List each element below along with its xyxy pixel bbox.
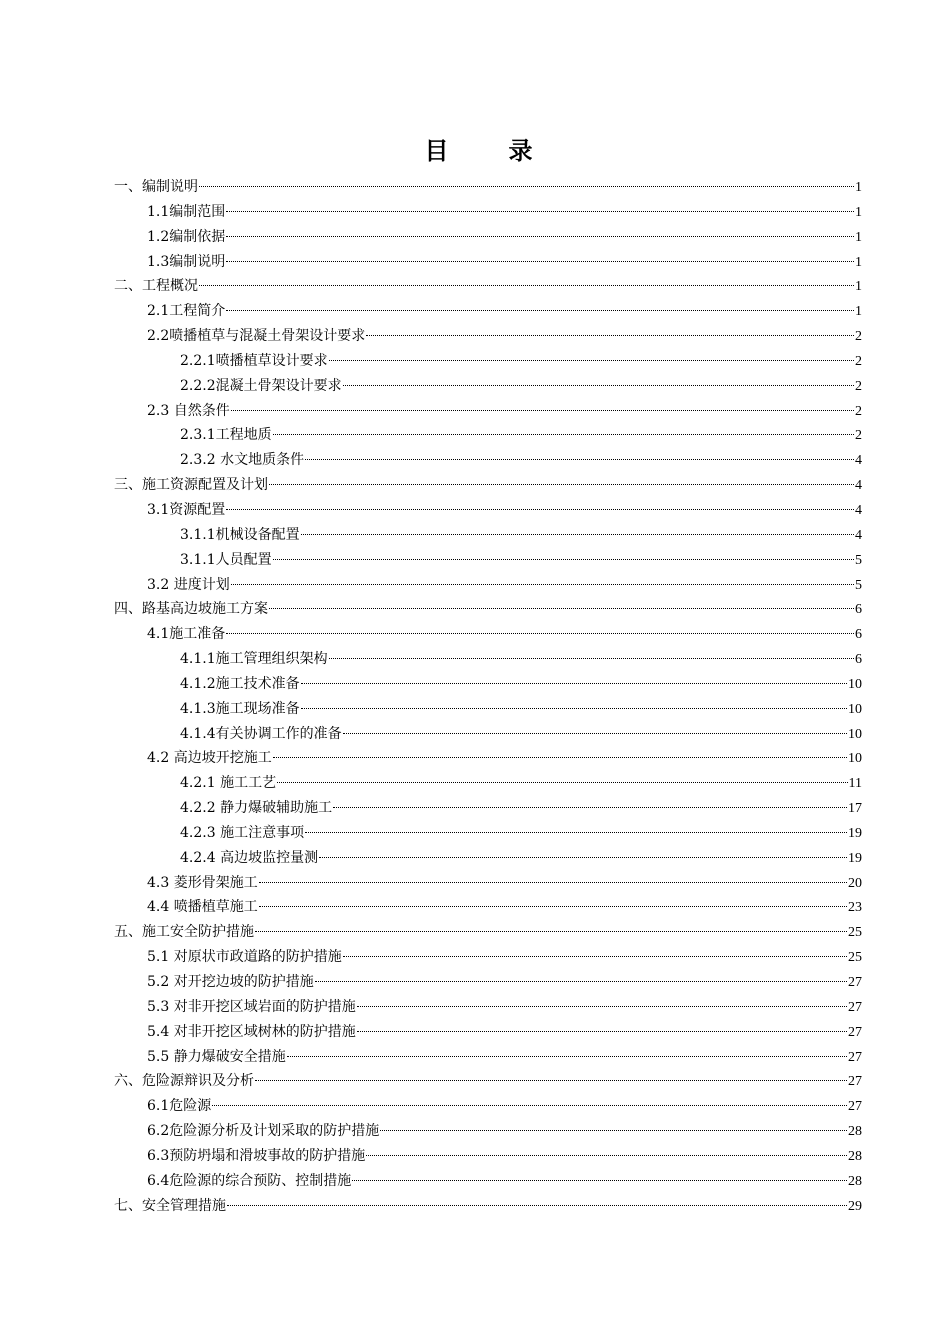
toc-page-number: 4 [855,453,862,469]
toc-page-number: 23 [848,900,862,916]
toc-entry[interactable] [114,821,862,846]
toc-entry[interactable] [114,1094,862,1119]
toc-entry[interactable] [114,1144,862,1169]
toc-dot-leader [259,882,847,883]
toc-dot-leader [343,956,847,957]
toc-page-number: 28 [848,1124,862,1140]
toc-entry[interactable] [114,746,862,771]
toc-dot-leader [226,261,854,262]
toc-entry-text: 2.3.1工程地质 [180,427,272,444]
toc-page-number: 10 [848,751,862,767]
toc-dot-leader [343,733,847,734]
toc-entry-text: 5.5 静力爆破安全措施 [147,1048,286,1065]
toc-page-number: 27 [848,999,862,1015]
toc-entry-text: 一、编制说明 [114,179,198,195]
toc-page-number: 20 [848,875,862,891]
toc-entry-text: 3.1.1人员配置 [180,551,272,568]
toc-entry[interactable] [114,225,862,250]
toc-entry[interactable] [114,324,862,349]
toc-entry-text: 5.1 对原状市政道路的防护措施 [147,949,342,966]
toc-entry[interactable] [114,1020,862,1045]
toc-list [114,175,862,1218]
toc-page-number: 5 [855,552,862,568]
toc-page-number: 1 [855,180,862,195]
toc-entry-text: 2.1工程简介 [147,303,226,320]
toc-entry-text: 1.1编制范围 [147,203,226,220]
toc-entry-text: 四、路基高边坡施工方案 [114,601,268,618]
toc-entry[interactable] [114,846,862,871]
toc-page-number: 2 [855,403,862,419]
toc-dot-leader [273,434,854,435]
toc-dot-leader [305,459,854,460]
toc-entry-text: 2.3.2 水文地质条件 [180,452,305,469]
toc-dot-leader [227,1205,847,1206]
toc-entry-text: 五、施工安全防护措施 [114,924,254,941]
toc-dot-leader [277,782,847,783]
toc-dot-leader [366,335,854,336]
toc-page-number: 27 [848,1074,862,1090]
toc-entry[interactable] [114,200,862,225]
toc-dot-leader [329,360,854,361]
toc-page-number: 10 [848,676,862,692]
toc-entry[interactable] [114,299,862,324]
toc-entry-text: 6.2危险源分析及计划采取的防护措施 [147,1123,380,1140]
toc-entry-text: 4.1.3施工现场准备 [180,700,300,717]
toc-page-number: 1 [855,229,862,245]
toc-entry[interactable] [114,523,862,548]
toc-dot-leader [380,1130,847,1131]
toc-dot-leader [352,1180,847,1181]
toc-entry-text: 6.3预防坍塌和滑坡事故的防护措施 [147,1147,366,1164]
toc-entry[interactable] [114,622,862,647]
toc-entry[interactable] [114,1069,862,1094]
toc-page-number: 28 [848,1148,862,1164]
toc-entry[interactable] [114,722,862,747]
toc-entry[interactable] [114,1045,862,1070]
toc-page-number: 19 [848,825,862,841]
toc-dot-leader [226,509,854,510]
toc-page-number: 25 [848,925,862,941]
toc-page-number: 6 [855,627,862,643]
toc-dot-leader [273,757,847,758]
toc-page-number: 4 [855,527,862,543]
toc-entry[interactable] [114,374,862,399]
toc-entry[interactable] [114,498,862,523]
toc-entry-text: 2.2喷播植草与混凝土骨架设计要求 [147,328,366,345]
toc-entry-text: 4.2 高边坡开挖施工 [147,750,272,767]
toc-page-number: 11 [848,776,862,792]
toc-entry-text: 1.3编制说明 [147,253,226,270]
toc-page-number: 28 [848,1173,862,1189]
toc-page-number: 2 [855,378,862,394]
toc-entry-text: 4.1.4有关协调工作的准备 [180,725,342,742]
toc-entry-text: 4.2.3 施工注意事项 [180,824,305,841]
toc-entry-text: 5.4 对非开挖区域树林的防护措施 [147,1023,356,1040]
toc-entry-text: 三、施工资源配置及计划 [114,477,268,494]
toc-dot-leader [255,931,847,932]
toc-entry[interactable] [114,175,862,200]
toc-page-number: 17 [848,801,862,817]
toc-entry-text: 4.2.4 高边坡监控量测 [180,849,319,866]
toc-dot-leader [212,1105,847,1106]
toc-dot-leader [366,1155,847,1156]
toc-page-number: 2 [855,428,862,444]
toc-page-number: 25 [848,950,862,966]
toc-dot-leader [301,683,847,684]
toc-entry-text: 5.3 对非开挖区域岩面的防护措施 [147,998,356,1015]
toc-entry-text: 2.2.1喷播植草设计要求 [180,352,328,369]
toc-entry[interactable] [114,349,862,374]
toc-entry-text: 4.2.2 静力爆破辅助施工 [180,800,333,817]
toc-page-number: 27 [848,1024,862,1040]
toc-entry-text: 4.2.1 施工工艺 [180,775,277,792]
toc-page-number: 10 [848,701,862,717]
toc-entry-text: 6.4危险源的综合预防、控制措施 [147,1172,352,1189]
toc-page-number: 4 [855,502,862,518]
toc-entry-text: 3.1.1机械设备配置 [180,526,300,543]
toc-entry[interactable] [114,448,862,473]
toc-entry[interactable] [114,647,862,672]
toc-entry[interactable] [114,423,862,448]
toc-dot-leader [259,906,847,907]
toc-page-number: 2 [855,329,862,345]
toc-dot-leader [357,1031,847,1032]
toc-entry[interactable] [114,920,862,945]
toc-entry[interactable] [114,871,862,896]
toc-dot-leader [199,186,854,187]
toc-entry-text: 4.1.2施工技术准备 [180,675,300,692]
toc-entry-text: 2.3 自然条件 [147,402,230,419]
toc-entry[interactable] [114,771,862,796]
toc-dot-leader [319,857,847,858]
toc-entry[interactable] [114,697,862,722]
toc-dot-leader [357,1006,847,1007]
toc-entry[interactable] [114,995,862,1020]
toc-entry[interactable] [114,895,862,920]
toc-entry[interactable] [114,399,862,424]
toc-page-number: 1 [855,279,862,295]
toc-entry-text: 4.1施工准备 [147,626,226,643]
toc-entry[interactable] [114,1169,862,1194]
toc-title: 目 录 [424,136,551,165]
toc-entry[interactable] [114,1119,862,1144]
toc-page-number: 19 [848,850,862,866]
toc-dot-leader [329,658,854,659]
toc-dot-leader [287,1056,847,1057]
toc-entry[interactable] [114,548,862,573]
toc-entry[interactable] [114,250,862,275]
toc-page-number: 6 [855,602,862,618]
toc-entry-text: 七、安全管理措施 [114,1197,226,1214]
toc-entry[interactable] [114,1194,862,1219]
toc-page-number: 4 [855,478,862,494]
toc-entry[interactable] [114,970,862,995]
toc-dot-leader [343,385,854,386]
toc-dot-leader [301,534,854,535]
toc-dot-leader [301,708,847,709]
toc-entry-text: 5.2 对开挖边坡的防护措施 [147,974,314,990]
toc-entry-text: 4.3 菱形骨架施工 [147,874,258,891]
toc-entry-text: 1.2编制依据 [147,228,226,245]
toc-entry[interactable] [114,573,862,598]
toc-dot-leader [333,807,847,808]
toc-entry[interactable] [114,597,862,622]
toc-dot-leader [231,410,854,411]
toc-dot-leader [255,1080,847,1081]
toc-dot-leader [273,559,854,560]
toc-page-number: 10 [848,726,862,742]
toc-dot-leader [231,584,854,585]
toc-entry-text: 4.4 喷播植草施工 [147,899,258,916]
toc-entry-text: 二、工程概况 [114,278,198,295]
toc-page-number: 29 [848,1198,862,1214]
toc-entry-text: 2.2.2混凝土骨架设计要求 [180,377,342,394]
toc-page-number: 27 [848,1049,862,1065]
toc-dot-leader [199,285,854,286]
toc-entry[interactable] [114,945,862,970]
toc-dot-leader [269,484,854,485]
toc-dot-leader [226,236,854,237]
toc-entry-text: 3.1资源配置 [147,501,226,518]
toc-page-number: 1 [855,304,862,320]
toc-entry-text: 4.1.1施工管理组织架构 [180,651,328,668]
toc-page-number: 1 [855,204,862,220]
toc-entry-text: 6.1危险源 [147,1098,212,1115]
toc-entry-text: 六、危险源辩识及分析 [114,1073,254,1090]
toc-page-number: 5 [855,577,862,593]
toc-page-number: 2 [855,353,862,369]
toc-page-number: 6 [855,652,862,668]
toc-dot-leader [315,981,847,982]
toc-dot-leader [305,832,847,833]
toc-page-number: 27 [848,1099,862,1115]
toc-page-number: 1 [855,254,862,270]
toc-dot-leader [226,310,854,311]
toc-entry-text: 3.2 进度计划 [147,576,230,593]
toc-dot-leader [226,633,854,634]
toc-entry[interactable] [114,473,862,498]
toc-dot-leader [269,608,854,609]
toc-entry[interactable] [114,672,862,697]
toc-page-number: 27 [848,975,862,990]
toc-entry[interactable] [114,796,862,821]
toc-dot-leader [226,211,854,212]
toc-entry[interactable] [114,274,862,299]
